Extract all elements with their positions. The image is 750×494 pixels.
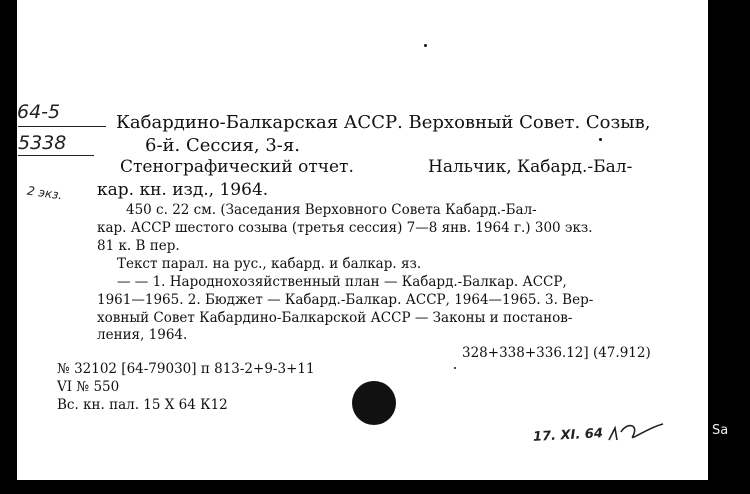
speck (424, 44, 427, 47)
call-number-top: 64-5 (17, 101, 61, 123)
handwritten-date: 17. XI. 64 (532, 426, 604, 445)
footer-line-3: Вс. кн. пал. 15 X 64 К12 (57, 397, 228, 413)
description-line-1: 450 с. 22 см. (Заседания Верховного Совета Кабард.-Бал- (126, 202, 537, 218)
catalog-card (17, 0, 708, 480)
heading-line-2: 6-й. Сессия, 3-я. (145, 135, 300, 156)
speck (454, 367, 456, 369)
heading-line-1: Кабардино-Балкарская АССР. Верховный Совет. Созыв, (116, 112, 651, 133)
call-number-underline-2 (18, 155, 94, 156)
subjects-line-2: 1961—1965. 2. Бюджет — Кабард.-Балкар. АССР, 1964—1965. 3. Вер- (97, 292, 594, 308)
card-hole (352, 381, 396, 425)
subjects-line-4: ления, 1964. (97, 327, 188, 343)
footer-line-1: № 32102 [64-79030] п 813-2+9-3+11 (57, 361, 315, 377)
edge-mark: Sa (712, 423, 729, 438)
title-line: Стенографический отчет. (120, 157, 354, 177)
side-mark: 2 экз. (26, 183, 64, 203)
description-line-3: 81 к. В пер. (97, 238, 180, 254)
classification-line: 328+338+336.12] (47.912) (462, 345, 651, 361)
speck (599, 138, 602, 141)
call-number-bottom: 5338 (18, 132, 67, 154)
imprint-line-1: Нальчик, Кабард.-Бал- (428, 157, 633, 177)
imprint-line-2: кар. кн. изд., 1964. (97, 180, 269, 200)
note-line: Текст парал. на рус., кабард. и балкар. яз. (117, 256, 422, 272)
call-number-underline (18, 126, 106, 127)
description-line-2: кар. АССР шестого созыва (третья сессия) 7—8 янв. 1964 г.) 300 экз. (97, 220, 593, 236)
subjects-line-3: ховный Совет Кабардино-Балкарской АССР — Законы и постанов- (97, 310, 573, 326)
subjects-line-1: — — 1. Народнохозяйственный план — Кабард.-Балкар. АССР, (117, 274, 567, 290)
footer-line-2: VI № 550 (57, 379, 120, 395)
signature-scribble-icon (607, 418, 667, 448)
